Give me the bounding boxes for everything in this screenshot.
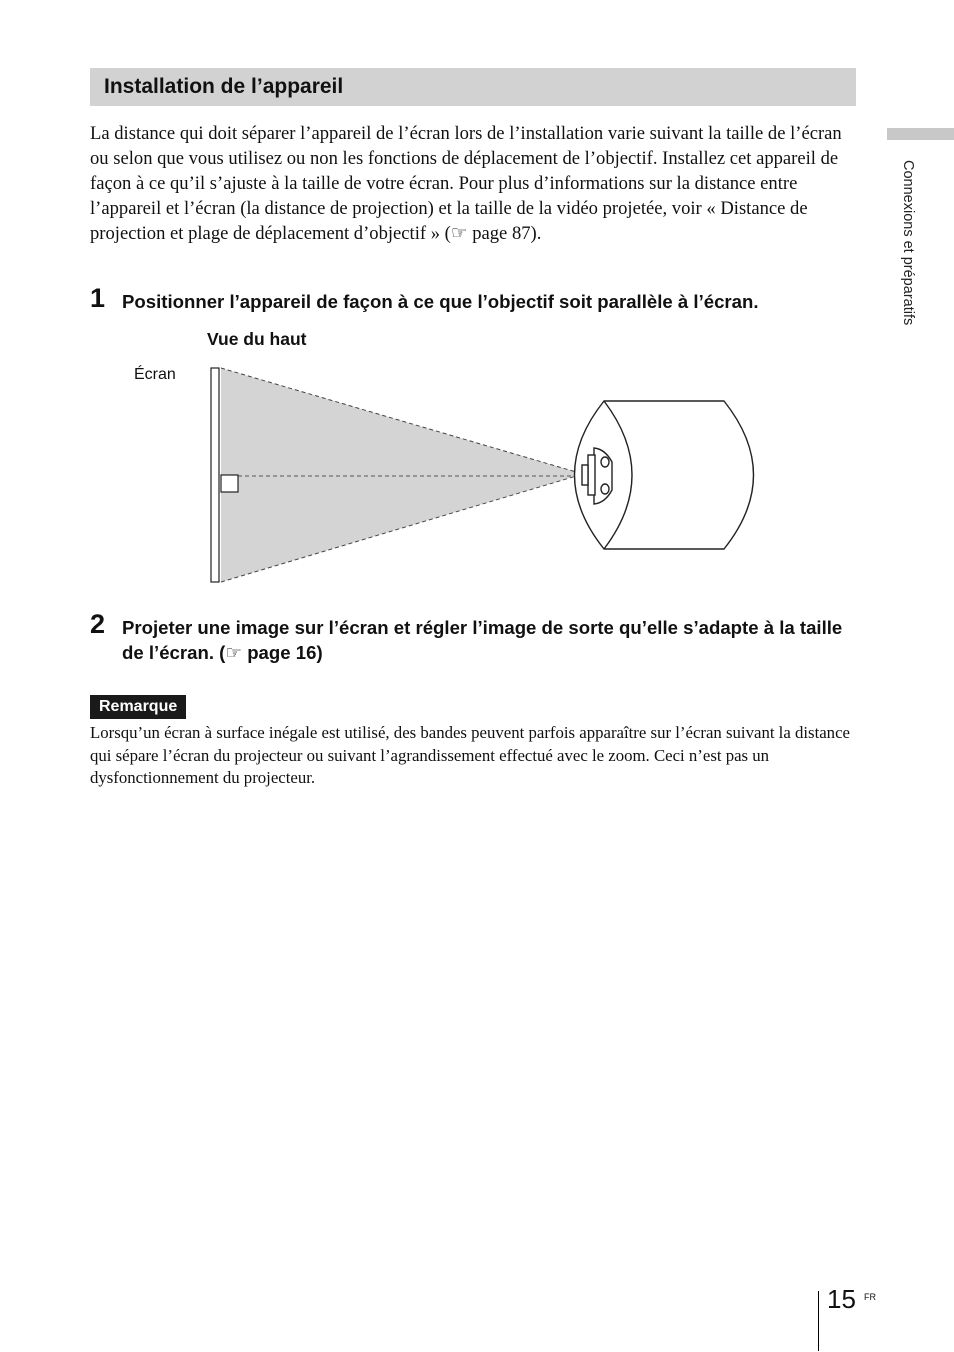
step-2-page-ref: page 16 [247, 642, 317, 663]
page-number-rule [818, 1291, 819, 1351]
side-tab-marker [887, 128, 954, 140]
screen-shape [211, 368, 219, 582]
pointing-hand-icon: ☞ [225, 643, 243, 664]
step-2-text [122, 615, 862, 666]
figure-title: Vue du haut [207, 329, 307, 349]
screen-center-marker [221, 475, 238, 492]
step-2-text-main: Projeter une image sur l’écran et régler l’image de sorte qu’elle s’adapte à la taille de l’écran. ( [122, 617, 843, 663]
pointing-hand-icon: ☞ [450, 223, 468, 244]
step-1-number: 1 [90, 283, 106, 313]
step-2-text-end: ) [316, 642, 323, 663]
projector-shape [575, 401, 754, 549]
page-number: 15 [827, 1284, 856, 1314]
step-1-text: Positionner l’appareil de façon à ce que l’objectif soit parallèle à l’écran. [122, 291, 759, 312]
page-language-code: FR [864, 1292, 876, 1302]
section-title: Installation de l’appareil [104, 75, 344, 98]
screen-label: Écran [134, 366, 176, 383]
note-badge: Remarque [90, 695, 186, 719]
projection-top-view-diagram [0, 0, 954, 620]
intro-text: La distance qui doit séparer l’appareil de l’écran lors de l’installation varie suivant la taille de l’écran ou selon que vous utilisez ou non les fonctions de déplacement de l’objectif. Installez cet appareil de façon à ce qu’il s’ajuste à la taille de votre écran. Pour plus d’informations sur la distance entre l’appareil et l’écran (la distance de projection) et la taille de la vidéo projetée, voir « Distance de projection et plage de déplacement d’objectif » ( [90, 123, 842, 244]
side-tab-label: Connexions et préparatifs [900, 160, 916, 326]
step-2-number: 2 [90, 609, 106, 639]
projection-beam [221, 368, 583, 582]
note-text: Lorsqu’un écran à surface inégale est utilisé, des bandes peuvent parfois apparaître sur l’écran suivant la distance qui sépare l’écran du projecteur ou suivant l’agrandissement effectué avec le zoom. Ceci n’est pas un dysfonctionnement du projecteur. [90, 723, 850, 787]
intro-page-ref: page 87 [472, 223, 531, 244]
intro-text-end: ). [530, 223, 542, 244]
